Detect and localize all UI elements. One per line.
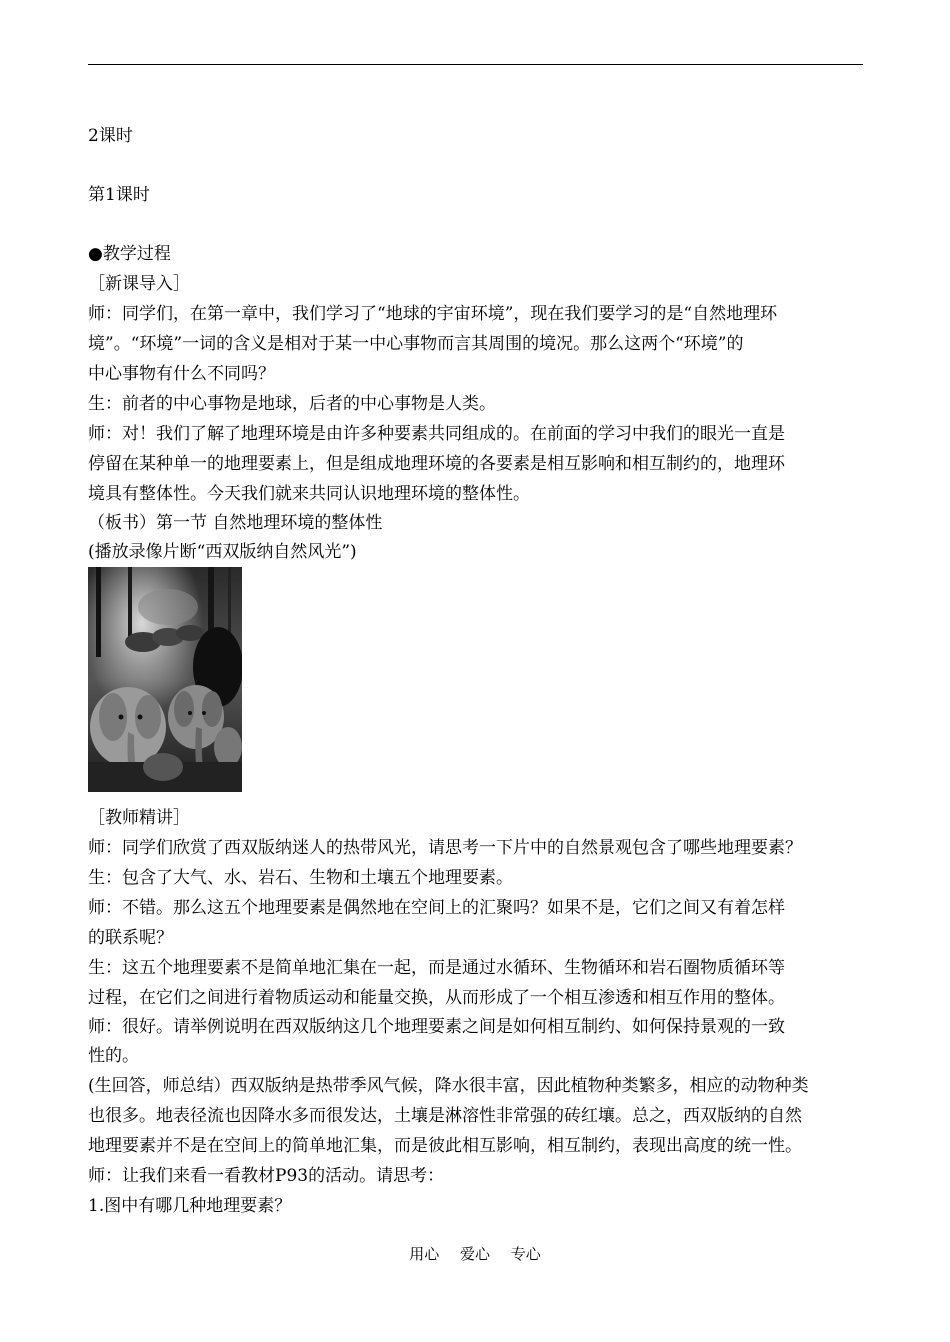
paragraph-line: （板书）第一节 自然地理环境的整体性 <box>88 513 383 533</box>
paragraph-line: 1.图中有哪几种地理要素？ <box>88 1196 292 1216</box>
footer-text: 用心 <box>409 1245 440 1263</box>
paragraph-line: 师：同学们，在第一章中，我们学习了“地球的宇宙环境”，现在我们要学习的是“自然地理环 <box>88 304 778 324</box>
elephant-photo <box>88 567 242 792</box>
paragraph-line: 性的。 <box>88 1046 139 1066</box>
paragraph-line: ［新课导入］ <box>88 274 190 294</box>
header-rule <box>88 64 863 65</box>
paragraph-line: 的联系呢？ <box>88 928 173 948</box>
paragraph-line: 境”。“环境”一词的含义是相对于某一中心事物而言其周围的境况。那么这两个“环境”的 <box>88 334 744 354</box>
lesson-hours: 2课时 <box>88 126 133 146</box>
paragraph-line: 也很多。地表径流也因降水多而很发达，土壤是淋溶性非常强的砖红壤。总之，西双版纳的自然 <box>88 1106 802 1126</box>
paragraph-line: 师：很好。请举例说明在西双版纳这几个地理要素之间是如何相互制约、如何保持景观的一致 <box>88 1017 785 1037</box>
footer-text: 爱心 <box>459 1245 490 1263</box>
paragraph-line: 师：让我们来看一看教材P93的活动。请思考： <box>88 1166 445 1186</box>
paragraph-line: ［教师精讲］ <box>88 808 190 828</box>
section-heading: ●教学过程 <box>88 244 171 264</box>
paragraph-line: 师：不错。那么这五个地理要素是偶然地在空间上的汇聚吗？如果不是，它们之间又有着怎样 <box>88 898 785 918</box>
paragraph-line: 地理要素并不是在空间上的简单地汇集，而是彼此相互影响，相互制约，表现出高度的统一性。 <box>88 1136 802 1156</box>
page-footer <box>0 1244 950 1264</box>
paragraph-line: 师：同学们欣赏了西双版纳迷人的热带风光，请思考一下片中的自然景观包含了哪些地理要素？ <box>88 838 802 858</box>
paragraph-line: (播放录像片断“西双版纳自然风光”) <box>88 542 357 562</box>
paragraph-line: 停留在某种单一的地理要素上，但是组成地理环境的各要素是相互影响和相互制约的，地理环 <box>88 454 785 474</box>
paragraph-line: 生：前者的中心事物是地球，后者的中心事物是人类。 <box>88 394 496 414</box>
paragraph-line: 生：包含了大气、水、岩石、生物和土壤五个地理要素。 <box>88 868 513 888</box>
paragraph-line: 中心事物有什么不同吗？ <box>88 364 275 384</box>
footer-text: 专心 <box>510 1245 541 1263</box>
paragraph-line: 师：对！我们了解了地理环境是由许多种要素共同组成的。在前面的学习中我们的眼光一直是 <box>88 424 785 444</box>
paragraph-line: 境具有整体性。今天我们就来共同认识地理环境的整体性。 <box>88 484 530 504</box>
paragraph-line: (生回答，师总结）西双版纳是热带季风气候，降水很丰富，因此植物种类繁多，相应的动物种类 <box>88 1076 809 1096</box>
paragraph-line: 过程，在它们之间进行着物质运动和能量交换，从而形成了一个相互渗透和相互作用的整体。 <box>88 988 785 1008</box>
paragraph-line: 生：这五个地理要素不是简单地汇集在一起，而是通过水循环、生物循环和岩石圈物质循环等 <box>88 958 785 978</box>
session-title: 第1课时 <box>88 185 150 205</box>
